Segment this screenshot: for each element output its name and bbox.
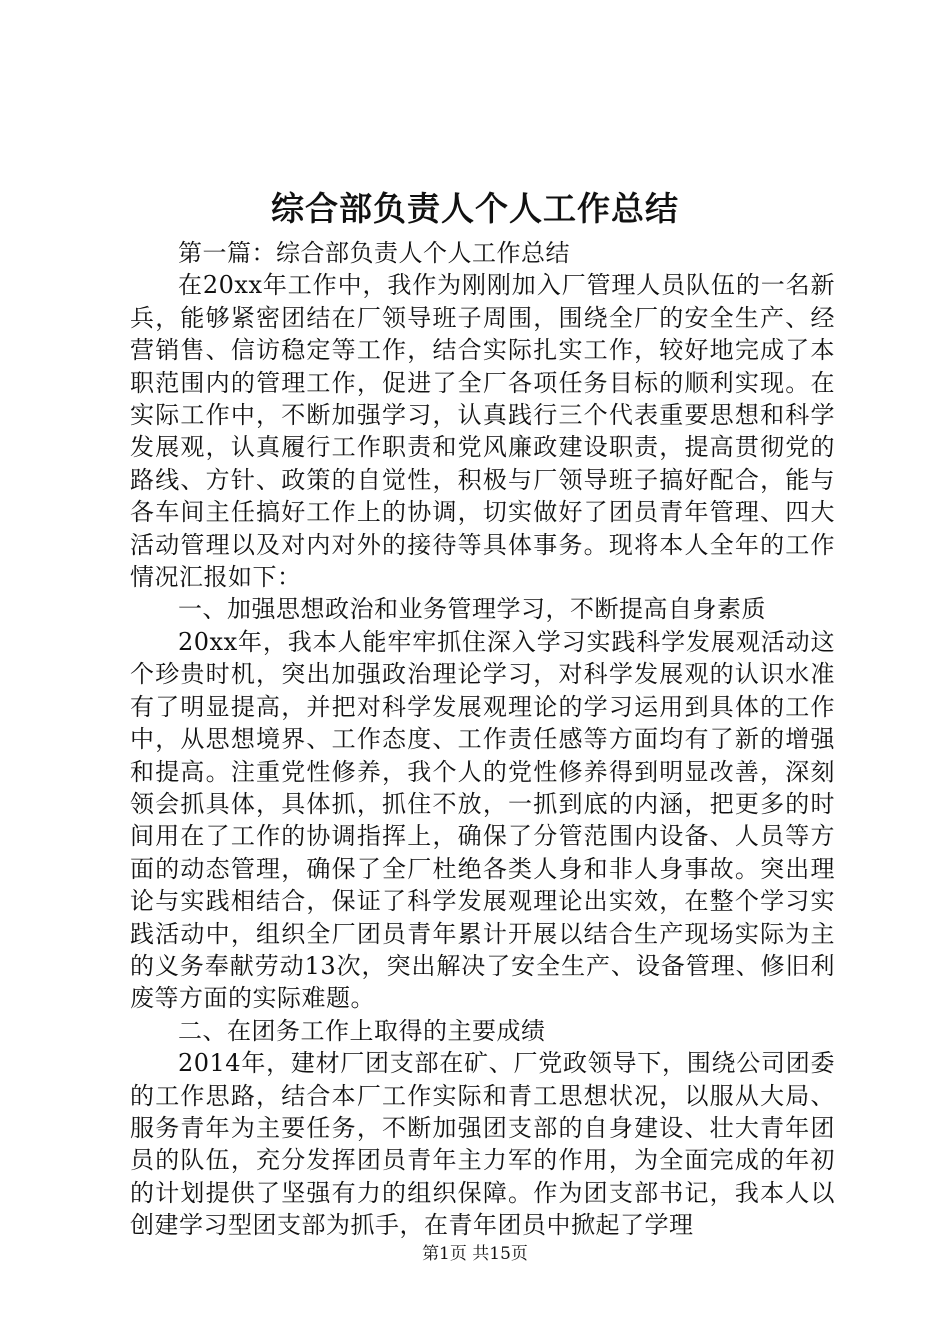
section-heading: 第一篇：综合部负责人个人工作总结	[178, 239, 570, 267]
document-title: 综合部负责人个人工作总结	[271, 189, 679, 228]
paragraph: 在20xx年工作中，我作为刚刚加入厂管理人员队伍的一名新兵，能够紧密团结在厂领导班子周围，围绕全厂的安全生产、经营销售、信访稳定等工作，结合实际扎实工作，较好地完成了本职范围内的管理工作，促进了全厂各项任务目标的顺利实现。在实际工作中，不断加强学习，认真践行三个代表重要思想和科学发展观，认真履行工作职责和党风廉政建设职责，提高贯彻党的路线、方针、政策的自觉性，积极与厂领导班子搞好配合，能与各车间主任搞好工作上的协调，切实做好了团员青年管理、四大活动管理以及对内对外的接待等具体事务。现将本人全年的工作情况汇报如下：	[130, 271, 835, 592]
document-body	[130, 237, 835, 1242]
paragraph: 2014年，建材厂团支部在矿、厂党政领导下，围绕公司团委的工作思路，结合本厂工作实际和青工思想状况，以服从大局、服务青年为主要任务，不断加强团支部的自身建设、壮大青年团员的队伍，充分发挥团员青年主力军的作用，为全面完成的年初的计划提供了坚强有力的组织保障。作为团支部书记，我本人以创建学习型团支部为抓手，在青年团员中掀起了学理	[130, 1049, 835, 1240]
paragraph: 20xx年，我本人能牢牢抓住深入学习实践科学发展观活动这个珍贵时机，突出加强政治理论学习，对科学发展观的认识水准有了明显提高，并把对科学发展观理论的学习运用到具体的工作中，从思想境界、工作态度、工作责任感等方面均有了新的增强和提高。注重党性修养，我个人的党性修养得到明显改善，深刻领会抓具体，具体抓，抓住不放，一抓到底的内涵，把更多的时间用在了工作的协调指挥上，确保了分管范围内设备、人员等方面的动态管理，确保了全厂杜绝各类人身和非人身事故。突出理论与实践相结合，保证了科学发展观理论出实效，在整个学习实践活动中，组织全厂团员青年累计开展以结合生产现场实际为主的义务奉献劳动13次，突出解决了安全生产、设备管理、修旧利废等方面的实际难题。	[130, 627, 835, 1013]
section-heading: 二、在团务工作上取得的主要成绩	[178, 1016, 546, 1045]
section-heading: 一、加强思想政治和业务管理学习，不断提高自身素质	[178, 595, 766, 624]
page-number-footer: 第1页 共15页	[422, 1244, 528, 1264]
